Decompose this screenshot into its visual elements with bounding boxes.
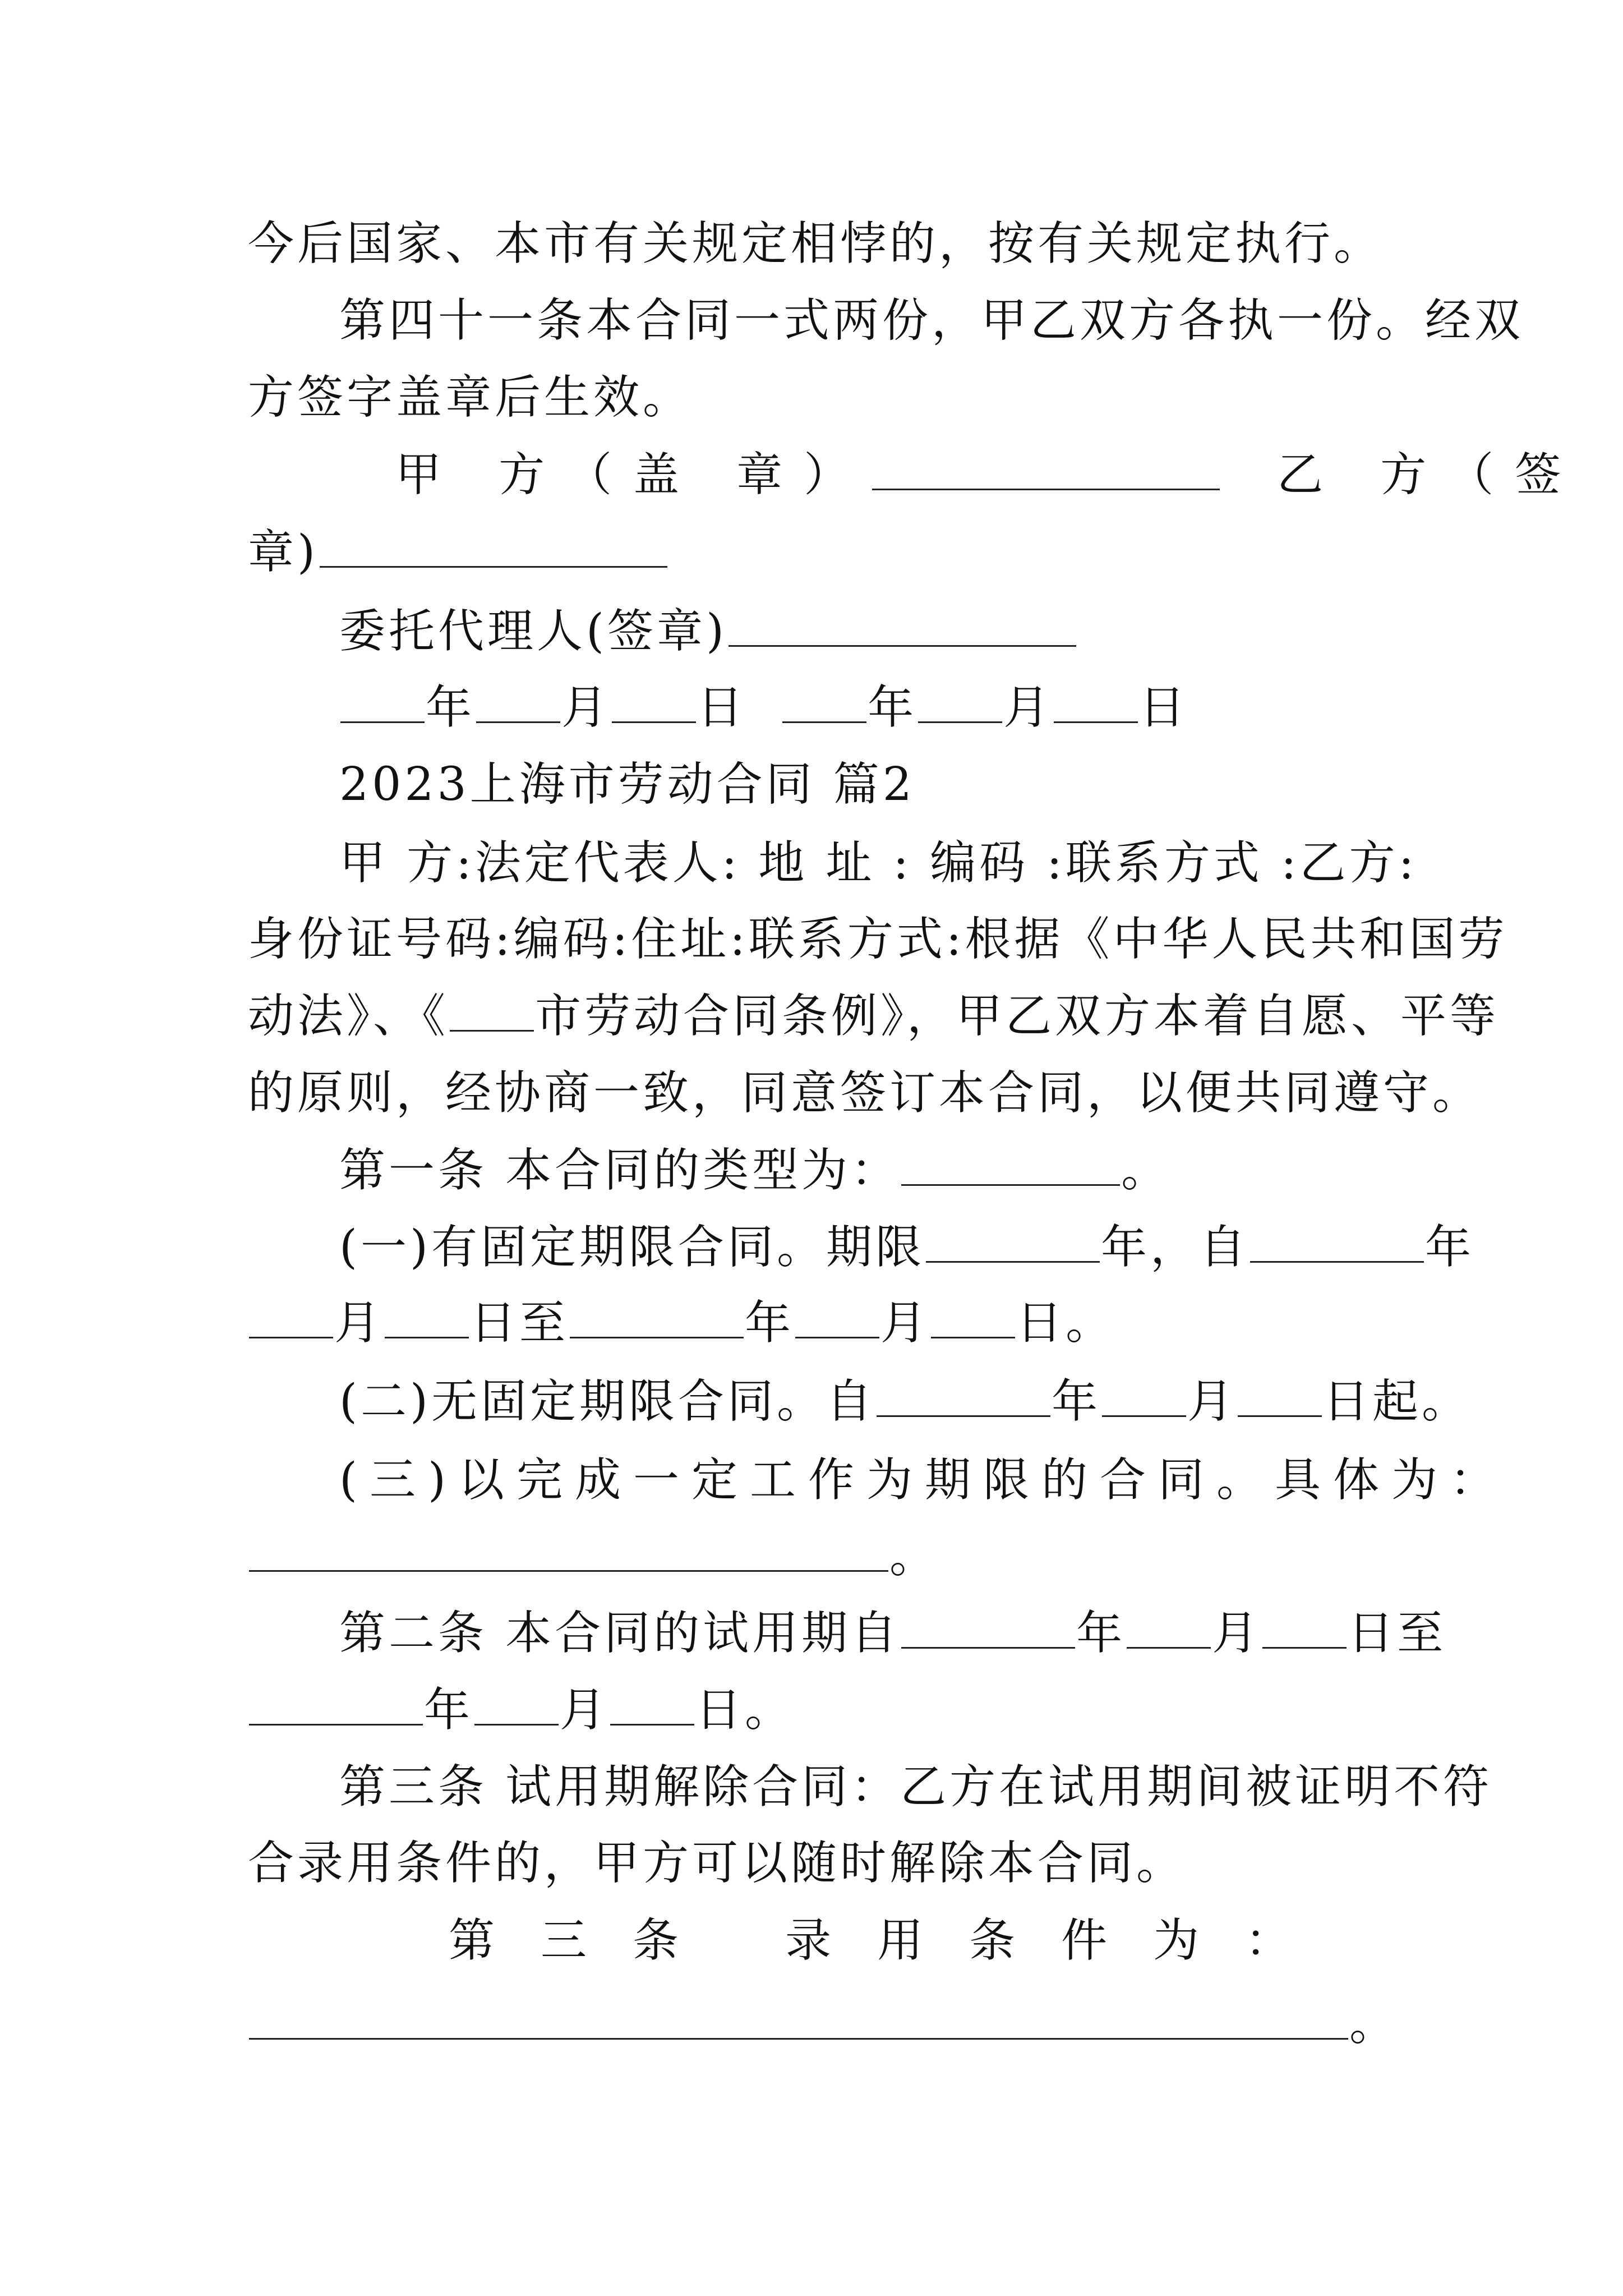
- text-segment: 年: [1425, 1221, 1475, 1274]
- agent-signature-line: [339, 593, 1389, 670]
- text-segment: (二)无固定期限合同。自: [339, 1375, 875, 1428]
- text-segment: 。: [1121, 1144, 1171, 1197]
- label-text: 章): [248, 526, 319, 579]
- task-description-blank[interactable]: [249, 1531, 888, 1572]
- paragraph-text: 甲 方:法定代表人: 地 址 : 编码 :联系方式 :乙方:: [339, 836, 1418, 890]
- article-41: [339, 282, 1524, 360]
- text-segment: 月: [880, 1296, 930, 1350]
- conditions-blank[interactable]: [249, 1999, 1348, 2040]
- year-blank[interactable]: [340, 682, 425, 723]
- text-segment: 年，自: [1100, 1221, 1249, 1274]
- probation-start-day-blank[interactable]: [1262, 1608, 1347, 1649]
- text-segment: 年: [745, 1296, 795, 1350]
- paragraph-text: 方签字盖章后生效。: [248, 371, 693, 424]
- party-a-seal-label: 甲 方（盖 章）: [395, 448, 872, 501]
- probation-end-year-blank[interactable]: [249, 1685, 423, 1726]
- month-blank[interactable]: [918, 682, 1002, 723]
- article-3-termination: [339, 1749, 1493, 1826]
- month-label: 月: [561, 681, 611, 734]
- open-term-option: [339, 1363, 1472, 1441]
- fixed-term-dates: [248, 1285, 1389, 1362]
- agent-signature-blank[interactable]: [728, 606, 1076, 647]
- open-start-day-blank[interactable]: [1238, 1376, 1322, 1417]
- text-line: [248, 978, 1500, 1055]
- signature-line-parties: [395, 436, 1583, 514]
- text-line: [248, 1055, 1482, 1132]
- party-b-sign-label: 乙 方（签: [1277, 448, 1583, 501]
- day-label: 日: [1139, 681, 1189, 734]
- text-segment: 年: [1051, 1375, 1101, 1428]
- year-blank[interactable]: [782, 682, 866, 723]
- year-label: 年: [426, 681, 476, 734]
- text-segment: 动法》、《: [248, 990, 449, 1043]
- start-month-blank[interactable]: [249, 1297, 333, 1338]
- text-segment: 年: [1076, 1607, 1126, 1660]
- open-start-month-blank[interactable]: [1102, 1376, 1186, 1417]
- parties-info-line: [339, 825, 1418, 902]
- text-segment: 月: [334, 1296, 384, 1350]
- text-segment: 日。: [695, 1683, 795, 1737]
- text-segment: 月: [1187, 1375, 1237, 1428]
- term-years-blank[interactable]: [926, 1222, 1100, 1263]
- article-2: [339, 1595, 1447, 1672]
- day-blank[interactable]: [1054, 682, 1138, 723]
- text-segment: 日至: [1348, 1607, 1447, 1660]
- text-segment: 月: [1212, 1607, 1262, 1660]
- text-segment: 年: [424, 1683, 474, 1737]
- month-label: 月: [1003, 681, 1053, 734]
- probation-end-line: [248, 1672, 1389, 1749]
- start-year-blank[interactable]: [1250, 1222, 1424, 1263]
- text-segment: 。: [889, 1530, 939, 1583]
- start-day-blank[interactable]: [385, 1297, 469, 1338]
- day-label: 日: [697, 681, 765, 734]
- paragraph-text: 第三条 录用条件为：: [449, 1914, 1338, 1967]
- paragraph-text: 的原则，经协商一致，同意签订本合同，以便共同遵守。: [248, 1066, 1482, 1120]
- article-3-conditions: [449, 1902, 1389, 1980]
- end-day-blank[interactable]: [931, 1297, 1015, 1338]
- end-year-blank[interactable]: [570, 1297, 744, 1338]
- text-line: [248, 359, 1389, 436]
- article-1: [339, 1132, 1389, 1209]
- probation-end-month-blank[interactable]: [474, 1685, 559, 1726]
- paragraph-text: 身份证号码:编码:住址:联系方式:根据《中华人民共和国劳: [248, 913, 1508, 966]
- section-title-text: 2023上海市劳动合同 篇2: [339, 758, 915, 811]
- signature-line-party-b: [248, 514, 1389, 591]
- text-segment: 第一条 本合同的类型为：: [339, 1144, 901, 1197]
- paragraph-text: 合录用条件的，甲方可以随时解除本合同。: [248, 1837, 1186, 1890]
- text-segment: 第二条 本合同的试用期自: [339, 1607, 901, 1660]
- party-a-signature-blank[interactable]: [872, 449, 1220, 490]
- end-month-blank[interactable]: [795, 1297, 879, 1338]
- open-start-year-blank[interactable]: [877, 1376, 1050, 1417]
- section-title: [339, 746, 1389, 823]
- agent-label: 委托代理人(签章): [339, 605, 727, 658]
- fixed-term-option: [339, 1209, 1475, 1286]
- text-segment: (一)有固定期限合同。期限: [339, 1221, 925, 1274]
- text-line: [248, 205, 1389, 283]
- contract-type-blank[interactable]: [901, 1145, 1120, 1186]
- text-line: [248, 1825, 1389, 1902]
- task-description-line: [248, 1518, 1389, 1595]
- day-blank[interactable]: [612, 682, 696, 723]
- party-b-signature-blank[interactable]: [320, 527, 667, 568]
- text-segment: 。: [1349, 1998, 1399, 2051]
- paragraph-text: 第三条 试用期解除合同：乙方在试用期间被证明不符: [339, 1760, 1493, 1814]
- paragraph-text: 今后国家、本市有关规定相悖的，按有关规定执行。: [248, 217, 1384, 270]
- paragraph-text: (三)以完成一定工作为期限的合同。具体为：: [339, 1453, 1508, 1507]
- text-line: [248, 901, 1508, 978]
- text-segment: 市劳动合同条例》，甲乙双方本着自愿、平等: [535, 990, 1500, 1043]
- year-label: 年: [868, 681, 917, 734]
- probation-start-month-blank[interactable]: [1127, 1608, 1211, 1649]
- probation-end-day-blank[interactable]: [610, 1685, 694, 1726]
- month-blank[interactable]: [476, 682, 560, 723]
- text-segment: 月: [560, 1683, 610, 1737]
- city-blank[interactable]: [450, 991, 534, 1032]
- task-term-option: [339, 1442, 1508, 1519]
- paragraph-text: 第四十一条本合同一式两份，甲乙双方各执一份。经双: [339, 294, 1524, 347]
- text-segment: 日至: [470, 1296, 569, 1350]
- conditions-blank-line: [248, 1986, 1399, 2063]
- text-segment: 日起。: [1323, 1375, 1472, 1428]
- text-segment: 日。: [1016, 1296, 1115, 1350]
- signature-date-line: [339, 669, 1389, 747]
- probation-start-year-blank[interactable]: [901, 1608, 1075, 1649]
